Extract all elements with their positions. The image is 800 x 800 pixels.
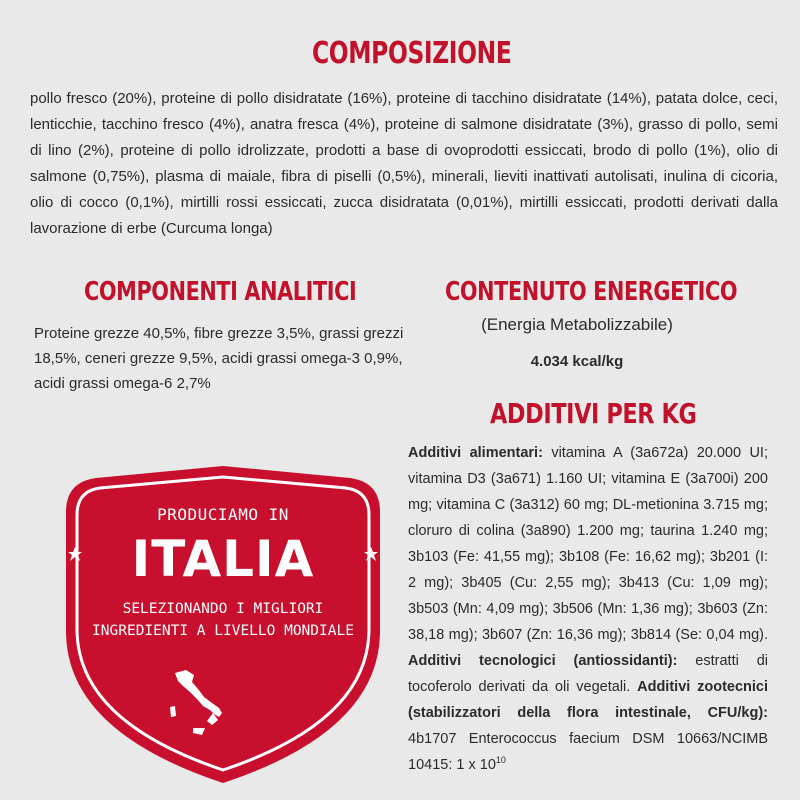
additivi-tecnologici-label: Additivi tecnologici (antiossidanti): xyxy=(408,653,678,669)
componenti-analitici-title: COMPONENTI ANALITICI xyxy=(84,277,357,307)
additivi-zootecnici-text: 4b1707 Enterococcus faecium DSM 10663/NCIMB 10415: 1 x 10 xyxy=(408,731,768,773)
additivi-alimentari-label: Additivi alimentari: xyxy=(408,445,543,461)
badge-main-text: ITALIA xyxy=(131,530,315,588)
additivi-alimentari-text: vitamina A (3a672a) 20.000 UI; vitamina D3 (3a671) 1.160 UI; vitamina E (3a700i) 200 mg; vitamina C (3a312) 60 mg; DL-metionina 3.715 mg; cloruro di colina (3a890) 1.200 mg; taurina 1.240 mg; 3b103 (Fe: 41,55 mg); 3b108 (Fe: 16,62 mg); 3b201 (I: 2 mg); 3b405 (Cu: 2,55 mg); 3b413 (Cu: 1,09 mg); 3b503 (Mn: 4,09 mg); 3b506 (Mn: 1,36 mg); 3b603 (Zn: 38,18 mg); 3b607 (Zn: 16,36 mg); 3b814 (Se: 0,04 mg). xyxy=(408,445,768,643)
composizione-text: pollo fresco (20%), proteine di pollo disidratate (16%), proteine di tacchino disidratate (14%), patata dolce, ceci, lenticchie, tacchino fresco (4%), anatra fresca (4%), proteine di salmone disidratate (3%), grasso di pollo, semi di lino (2%), proteine di pollo idrolizzate, prodotti a base di ovoprodotti essiccati, brodo di pollo (1%), olio di salmone (0,75%), plasma di maiale, fibra di piselli (0,5%), minerali, lieviti inattivati autolisati, inulina di cicoria, olio di cocco (0,1%), mirtilli rossi essiccati, zucca disidratata (0,01%), mirtilli essiccati, prodotti derivati dalla lavorazione di erbe (Curcuma longa) xyxy=(30,90,778,237)
badge-top-text: PRODUCIAMO IN xyxy=(157,505,289,524)
additivi-text xyxy=(408,440,768,778)
energia-subtitle: (Energia Metabolizzabile) xyxy=(481,315,673,334)
exponent: 10 xyxy=(495,755,506,765)
additivi-title: ADDITIVI PER KG xyxy=(490,397,697,430)
energia-value: 4.034 kcal/kg xyxy=(530,353,624,370)
componenti-analitici-text: Proteine grezze 40,5%, fibre grezze 3,5%, grassi grezzi 18,5%, ceneri grezze 9,5%, acidi grassi omega-3 0,9%, acidi grassi omega-6 2,7% xyxy=(34,325,404,392)
badge-sub-text: SELEZIONANDO I MIGLIORI INGREDIENTI A LIVELLO MONDIALE xyxy=(92,601,354,639)
additivi-tecnologici-text: estratti di tocoferolo derivati da oli vegetali. xyxy=(408,653,768,695)
contenuto-energetico-title: CONTENUTO ENERGETICO xyxy=(445,277,738,307)
additivi-zootecnici-label: Additivi zootecnici (stabilizzatori della flora intestinale, CFU/kg): xyxy=(408,679,768,721)
composizione-title: COMPOSIZIONE xyxy=(312,36,512,71)
